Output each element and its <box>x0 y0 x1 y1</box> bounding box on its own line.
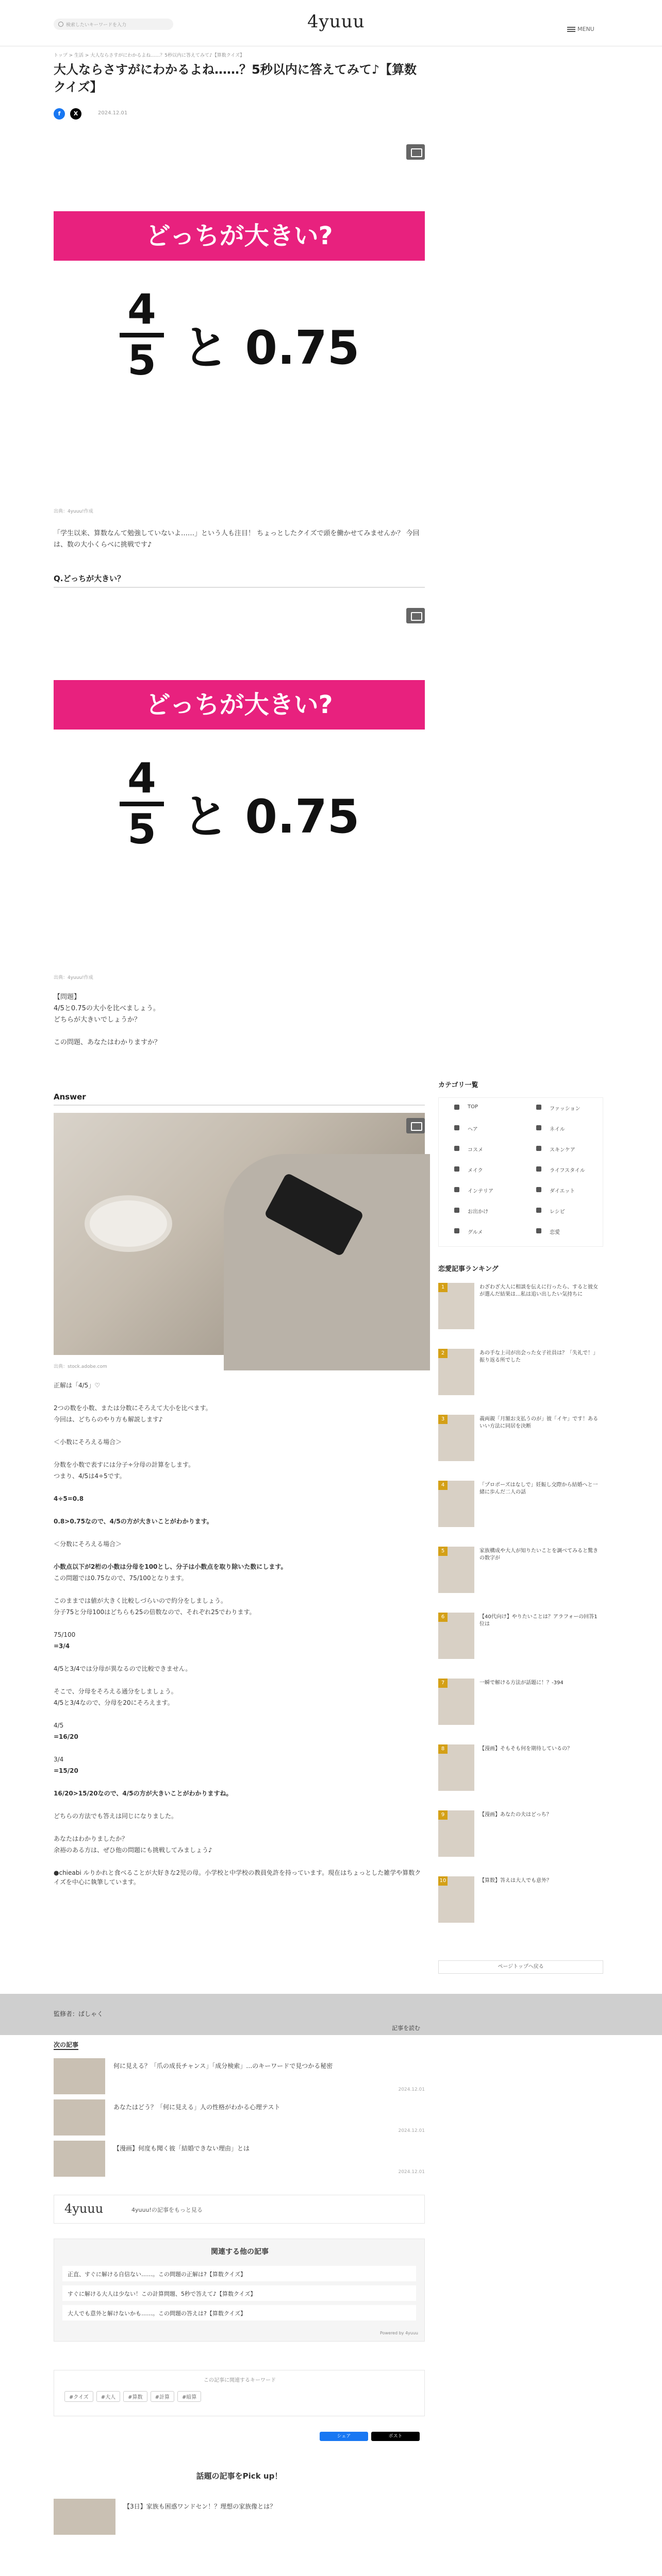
answer-line <box>54 1551 425 1562</box>
answer-line: このままでは値が大きく比較しづらいので約分をしましょう。 <box>54 1597 227 1604</box>
supervisor: 監修者：ぱしゃく <box>54 2010 104 2018</box>
tags-box <box>54 2370 425 2416</box>
quiz-heading: どっちが大きい? <box>54 680 425 730</box>
keyword-tag[interactable]: #暗算 <box>177 2391 201 2402</box>
category-item[interactable] <box>521 1180 602 1198</box>
ranking-number: 8 <box>438 1744 448 1754</box>
ranking-number: 7 <box>438 1679 448 1688</box>
answer-line: 3/4 <box>54 1756 64 1763</box>
quiz-compare-text: と 0.75 <box>183 321 360 375</box>
answer-line: 4/5と3/4なので、分母を20にそろえます。 <box>54 1699 174 1706</box>
category-label: インテリア <box>468 1189 493 1194</box>
ranking-number: 9 <box>438 1810 448 1820</box>
x-icon[interactable]: X <box>70 108 81 120</box>
photo-icon[interactable] <box>406 144 425 160</box>
category-label: グルメ <box>468 1230 483 1235</box>
category-item[interactable] <box>521 1118 602 1136</box>
answer-line: ●chieabi ルりかれと食べることが大好きな2児の母。小学校と中学校の教員免許を持っています。現在はちょっとした雑学や算数クイズを中心に執筆しています。 <box>54 1869 421 1886</box>
category-icon <box>536 1166 541 1172</box>
answer-line <box>54 1426 425 1437</box>
ranking-title: わざわざ大人に相談を伝えに行ったら、すると彼女が選んだ結果は…私は追い出したい気持ちに <box>479 1284 598 1297</box>
ranking-item[interactable] <box>438 1283 603 1334</box>
answer-line <box>54 1823 425 1834</box>
answer-line: ＜小数にそろえる場合＞ <box>54 1438 122 1446</box>
answer-line: 4÷5=0.8 <box>54 1495 84 1502</box>
answer-line: 4/5 <box>54 1722 64 1729</box>
answer-photo <box>54 1113 425 1355</box>
ranking-item[interactable] <box>438 1613 603 1664</box>
answer-line: 16/20>15/20なので、4/5の方が大きいことがわかりますね。 <box>54 1790 233 1797</box>
category-label: ダイエット <box>550 1189 575 1194</box>
related-link[interactable]: すぐに解ける大人は少ない！この計算問題、5秒で答えて♪【算数クイズ】 <box>62 2285 416 2301</box>
related-title: 【漫画】何度も聞く彼「結婚できない理由」とは <box>113 2145 250 2152</box>
related-item[interactable] <box>54 2141 425 2177</box>
categories-title: カテゴリ一覧 <box>438 1081 478 1089</box>
category-icon <box>454 1146 459 1151</box>
answer-line <box>54 1675 425 1687</box>
quiz-image <box>54 680 425 881</box>
related-title: あなたはどう？「何に見える」人の性格がわかる心理テスト <box>113 2104 280 2111</box>
ranking-number: 10 <box>438 1876 448 1886</box>
answer-line: 4/5と3/4では分母が異なるので比較できません。 <box>54 1665 192 1672</box>
category-icon <box>536 1228 541 1233</box>
category-item[interactable] <box>439 1118 520 1136</box>
category-icon <box>536 1187 541 1192</box>
category-item[interactable] <box>521 1201 602 1218</box>
related-thumbnail <box>54 2141 105 2177</box>
answer-line <box>54 1619 425 1630</box>
breadcrumb[interactable]: トップ > 生活 > 大人ならさすがにわかるよね……？5秒以内に答えてみて♪【算数クイズ】 <box>54 53 245 58</box>
ranking-item[interactable] <box>438 1744 603 1796</box>
ranking-number: 6 <box>438 1613 448 1622</box>
ranking-item[interactable] <box>438 1349 603 1400</box>
photo-icon[interactable] <box>406 608 425 623</box>
category-icon <box>536 1208 541 1213</box>
site-logo[interactable]: 4yuuu <box>307 11 365 32</box>
category-item[interactable] <box>521 1160 602 1177</box>
image-source: 出典：stock.adobe.com <box>54 1364 107 1369</box>
category-label: コスメ <box>468 1147 483 1153</box>
related-thumbnail <box>54 2058 105 2094</box>
ranking-title: 【40代向け】やりたいことは？アラフォーの回答1位は <box>479 1614 598 1627</box>
category-icon <box>454 1166 459 1172</box>
brand-box[interactable] <box>54 2195 425 2224</box>
answer-line: そこで、分母をそろえる通分をしましょう。 <box>54 1688 177 1695</box>
category-label: ライフスタイル <box>550 1168 585 1174</box>
category-item[interactable] <box>521 1222 602 1239</box>
category-item[interactable] <box>439 1222 520 1239</box>
answer-line <box>54 1505 425 1517</box>
answer-line <box>54 1585 425 1596</box>
category-label: ファッション <box>550 1106 581 1112</box>
category-label: 恋愛 <box>550 1230 560 1235</box>
category-icon <box>454 1208 459 1213</box>
category-icon <box>536 1146 541 1151</box>
search-icon <box>58 22 63 27</box>
brand-text: 4yuuu!の記事をもっと見る <box>131 2207 203 2213</box>
category-item[interactable] <box>439 1139 520 1157</box>
related-date: 2024.12.01 <box>398 2128 425 2133</box>
related-link[interactable]: 正直、すぐに解ける自信ない……。この問題の正解は?【算数クイズ】 <box>62 2266 416 2281</box>
answer-line: 0.8>0.75なので、4/5の方が大きいことがわかります。 <box>54 1518 213 1525</box>
image-source: 出典：4yuuu!作成 <box>54 509 93 514</box>
image-source: 出典：4yuuu!作成 <box>54 975 93 980</box>
related-date: 2024.12.01 <box>398 2170 425 2175</box>
pickup-heading: 話題の記事をPick up！ <box>196 2471 283 2481</box>
ranking-item[interactable] <box>438 1810 603 1862</box>
supervisor-band <box>0 1994 662 2035</box>
ranking-title: 【漫画】あなたの夫はどっち？ <box>479 1812 552 1818</box>
answer-line: 小数点以下が2桁の小数は分母を100とし、分子は小数点を取り除いた数にします。 <box>54 1563 287 1570</box>
next-label: 次の記事 <box>54 2040 78 2050</box>
question-heading: Q.どっちが大きい？ <box>54 573 425 588</box>
answer-line: 今回は、どちらのやり方も解説します♪ <box>54 1416 163 1423</box>
facebook-icon[interactable]: f <box>54 108 65 120</box>
ranking-item[interactable] <box>438 1547 603 1598</box>
read-link[interactable]: 記事を読む <box>392 2025 420 2031</box>
related-heading: 関連する他の記事 <box>211 2248 269 2256</box>
menu-button[interactable]: MENU <box>567 26 594 32</box>
keyword-tag[interactable]: #大人 <box>96 2391 120 2402</box>
fraction: 4 5 <box>120 289 164 382</box>
answer-line: つまり、4/5は4÷5です。 <box>54 1472 126 1480</box>
pickup-thumbnail <box>54 2499 115 2535</box>
answer-line: 分子75と分母100はどちらも25の倍数なので、それぞれ25でわります。 <box>54 1608 256 1616</box>
category-icon <box>454 1228 459 1233</box>
category-label: スキンケア <box>550 1147 575 1153</box>
share-facebook-button[interactable]: シェア <box>320 2432 368 2441</box>
article-title: 大人ならさすがにわかるよね……？5秒以内に答えてみて♪【算数クイズ】 <box>54 62 417 94</box>
ranking-number: 4 <box>438 1481 448 1490</box>
answer-line: この問題では0.75なので、75/100となります。 <box>54 1574 188 1582</box>
answer-line: =16/20 <box>54 1733 78 1740</box>
tags-label: この記事に関連するキーワード <box>204 2378 276 2383</box>
category-list <box>438 1097 603 1247</box>
answer-line <box>54 1709 425 1721</box>
answer-line <box>54 1777 425 1789</box>
intro-text: 「学生以来、算数なんて勉強していないよ……」という人も注目！ ちょっとしたクイズで頭を働かせてみませんか？ 今回は、数の大小くらべに挑戦です♪ <box>54 530 420 549</box>
category-item[interactable] <box>439 1201 520 1218</box>
pickup-title: 【3日】家族も困惑ワンドセン！？理想の家族像とは？ <box>124 2503 276 2510</box>
fraction: 4 5 <box>120 757 164 851</box>
ranking-item[interactable] <box>438 1415 603 1466</box>
category-label: お出かけ <box>468 1209 488 1215</box>
publish-date: 2024.12.01 <box>98 110 128 116</box>
ranking-title: 家族構成や大人が知りたいことを調べてみると驚きの数字が <box>479 1548 598 1561</box>
related-link[interactable]: 大人でも意外と解けないかも……。この問題の答えは?【算数クイズ】 <box>62 2305 416 2320</box>
ranking-number: 2 <box>438 1349 448 1358</box>
answer-text <box>54 1381 425 1887</box>
keyword-tag[interactable]: #算数 <box>123 2391 147 2402</box>
photo-icon[interactable] <box>406 1118 425 1133</box>
answer-line: =15/20 <box>54 1767 78 1774</box>
answer-line: 余裕のある方は、ぜひ他の問題にも挑戦してみましょう♪ <box>54 1846 212 1854</box>
answer-heading: Answer <box>54 1092 425 1106</box>
site-header <box>0 0 662 46</box>
ranking-title: 「プロポーズはなしで」妊娠し交際から結婚へと一緒に歩んだ二人の話 <box>479 1482 598 1495</box>
category-item[interactable] <box>439 1180 520 1198</box>
category-label: メイク <box>468 1168 483 1174</box>
answer-line <box>54 1653 425 1664</box>
answer-line <box>54 1857 425 1868</box>
category-label: ヘア <box>468 1127 478 1132</box>
category-icon <box>454 1105 459 1110</box>
category-item[interactable] <box>439 1098 520 1115</box>
ranking-title: 義両親「月額お支払うのが」彼「イヤ」です！あるいい方法に同居を決断 <box>479 1416 598 1429</box>
powered-by: Powered by 4yuuu <box>380 2331 418 2335</box>
related-date: 2024.12.01 <box>398 2087 425 2092</box>
category-icon <box>454 1187 459 1192</box>
keyword-tag[interactable]: #クイズ <box>64 2391 93 2402</box>
category-label: TOP <box>468 1104 478 1110</box>
hamburger-icon <box>567 29 575 30</box>
ranking-title: 【算数】答えは大人でも意外？ <box>479 1878 552 1884</box>
page-top-button[interactable]: ページトップへ戻る <box>438 1960 603 1974</box>
related-thumbnail <box>54 2099 105 2136</box>
answer-line: 正解は「4/5」♡ <box>54 1382 101 1389</box>
category-item[interactable] <box>521 1098 602 1115</box>
category-icon <box>536 1125 541 1130</box>
answer-line: どちらの方法でも答えは同じになりました。 <box>54 1812 178 1820</box>
quiz-image <box>54 211 425 412</box>
category-icon <box>454 1125 459 1130</box>
quiz-compare-text: と 0.75 <box>183 790 360 844</box>
answer-line: 2つの数を小数、または分数にそろえて大小を比べます。 <box>54 1404 212 1412</box>
answer-line <box>54 1483 425 1494</box>
ranking-title: 【漫画】そもそも何を期待しているの？ <box>479 1746 572 1752</box>
ranking-number: 5 <box>438 1547 448 1556</box>
category-item[interactable] <box>439 1160 520 1177</box>
problem-text: 【問題】 4/5と0.75の大小を比べましょう。 どちらが大きいでしょうか？ この問題、あなたはわかりますか？ <box>54 993 161 1046</box>
ranking-title: 恋愛記事ランキング <box>438 1265 499 1273</box>
related-item[interactable] <box>54 2099 425 2136</box>
ranking-item[interactable] <box>438 1876 603 1928</box>
ranking-title: あの手な上司が出会った女子社員は？「失礼で！」振り返る所でした <box>479 1350 598 1363</box>
answer-line: 分数を小数で表すには分子÷分母の計算をします。 <box>54 1461 195 1468</box>
category-label: ネイル <box>550 1127 565 1132</box>
answer-line <box>54 1392 425 1403</box>
related-title: 何に見える？「爪の成長チャンス」「成分検索」…のキーワードで見つかる秘密 <box>113 2062 333 2070</box>
pickup-item[interactable] <box>54 2499 425 2535</box>
keyword-tag[interactable]: #計算 <box>151 2391 174 2402</box>
related-item[interactable] <box>54 2058 425 2094</box>
category-item[interactable] <box>521 1139 602 1157</box>
related-box <box>54 2239 425 2342</box>
ranking-title: 一瞬で解ける方法が話題に！？-394 <box>479 1680 564 1686</box>
ranking-number: 1 <box>438 1283 448 1292</box>
quiz-heading: どっちが大きい? <box>54 211 425 261</box>
ranking-item[interactable] <box>438 1481 603 1532</box>
ranking-item[interactable] <box>438 1679 603 1730</box>
ranking-number: 3 <box>438 1415 448 1424</box>
answer-line <box>54 1528 425 1539</box>
answer-line: ＜分数にそろえる場合＞ <box>54 1540 122 1548</box>
search-input[interactable]: 検索したいキーワードを入力 <box>54 19 173 30</box>
answer-line <box>54 1743 425 1755</box>
category-label: レシピ <box>550 1209 565 1215</box>
brand-logo: 4yuuu <box>64 2201 104 2216</box>
answer-line <box>54 1449 425 1460</box>
answer-line: =3/4 <box>54 1642 70 1650</box>
share-x-button[interactable]: ポスト <box>371 2432 420 2441</box>
answer-line: あなたはわかりましたか？ <box>54 1835 128 1842</box>
category-icon <box>536 1105 541 1110</box>
answer-line: 75/100 <box>54 1631 76 1638</box>
answer-line <box>54 1800 425 1811</box>
